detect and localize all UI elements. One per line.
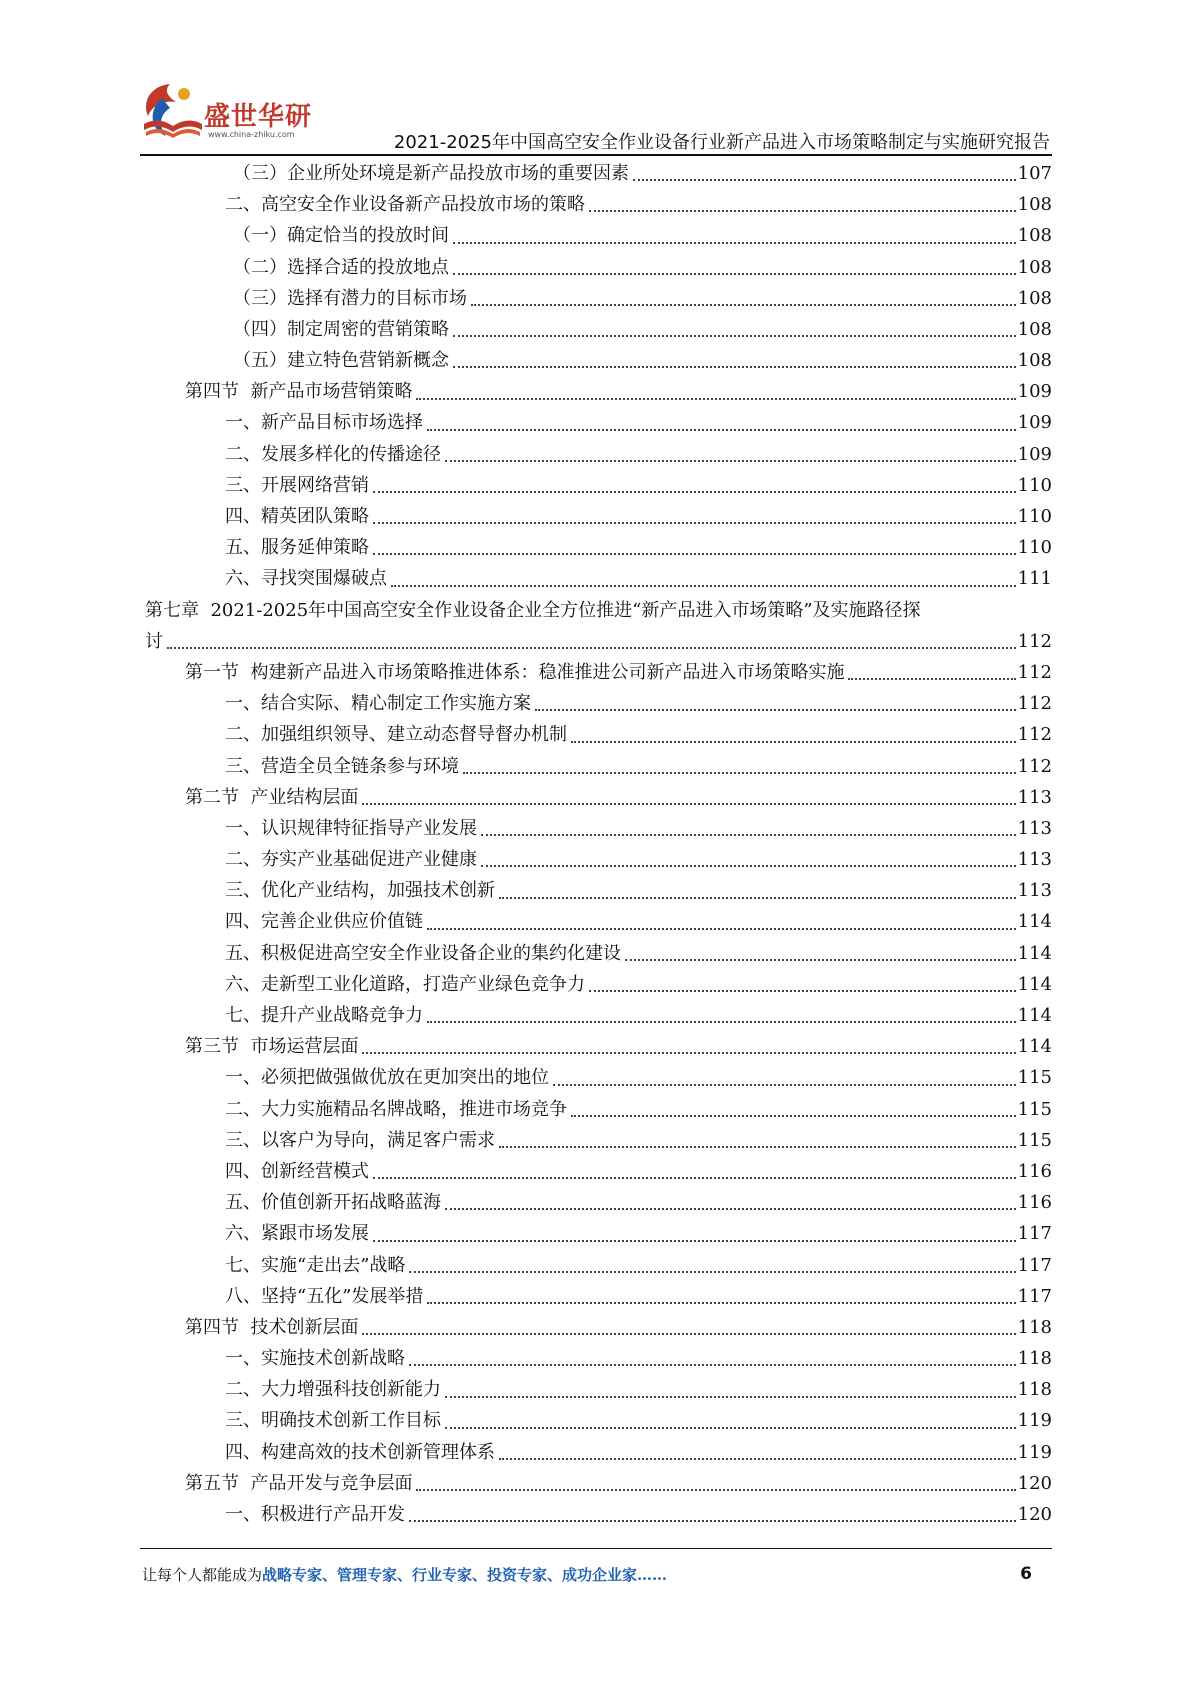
toc-entry-label: 第一节 构建新产品进入市场策略推进体系：稳准推进公司新产品进入市场策略实施 xyxy=(185,661,845,683)
toc-entry-page: 118 xyxy=(1017,1379,1052,1401)
toc-entry-label: 第七章 2021-2025年中国高空安全作业设备企业全方位推进“新产品进入市场策略”及实施路径探 xyxy=(145,599,921,621)
toc-entry[interactable] xyxy=(145,719,1052,750)
toc-entry-page: 113 xyxy=(1017,849,1052,871)
toc-entry-label: 五、积极促进高空安全作业设备企业的集约化建设 xyxy=(225,942,621,964)
toc-entry-page: 114 xyxy=(1017,1005,1052,1027)
toc-dot-leader xyxy=(571,1115,1016,1117)
toc-entry[interactable] xyxy=(145,907,1052,938)
toc-dot-leader xyxy=(589,210,1016,212)
page-footer xyxy=(142,1564,1052,1590)
toc-entry-label: 七、实施“走出去”战略 xyxy=(225,1254,406,1276)
toc-entry-label: 六、紧跟市场发展 xyxy=(225,1223,369,1245)
toc-entry-label: 第四节 技术创新层面 xyxy=(185,1316,359,1338)
toc-entry-label: 第二节 产业结构层面 xyxy=(185,786,359,808)
toc-entry-page: 117 xyxy=(1017,1223,1052,1245)
toc-entry-label: 七、提升产业战略竞争力 xyxy=(225,1005,423,1027)
toc-dot-leader xyxy=(427,1302,1015,1304)
toc-entry-label: （五）建立特色营销新概念 xyxy=(233,350,449,372)
toc-entry-page: 107 xyxy=(1017,162,1052,184)
document-title: 2021-2025年中国高空安全作业设备行业新产品进入市场策略制定与实施研究报告 xyxy=(393,132,1050,153)
toc-entry-page: 114 xyxy=(1017,973,1052,995)
toc-dot-leader xyxy=(362,1333,1015,1335)
toc-entry[interactable] xyxy=(145,1281,1052,1312)
toc-entry-label: 二、夯实产业基础促进产业健康 xyxy=(225,849,477,871)
toc-dot-leader xyxy=(427,928,1016,930)
toc-entry-label: 三、营造全员全链条参与环境 xyxy=(225,755,459,777)
toc-entry-page: 108 xyxy=(1017,318,1052,340)
toc-dot-leader xyxy=(625,959,1016,961)
toc-entry-label: 五、服务延伸策略 xyxy=(225,537,369,559)
toc-dot-leader xyxy=(499,897,1016,899)
toc-entry-page: 116 xyxy=(1017,1192,1052,1214)
toc-entry[interactable] xyxy=(145,938,1052,969)
toc-entry[interactable] xyxy=(145,1343,1052,1374)
toc-entry[interactable] xyxy=(145,595,1052,626)
toc-entry-page: 117 xyxy=(1017,1254,1052,1276)
toc-entry[interactable] xyxy=(145,1125,1052,1156)
toc-dot-leader xyxy=(373,522,1016,524)
toc-entry-page: 117 xyxy=(1017,1285,1052,1307)
toc-dot-leader xyxy=(409,1364,1016,1366)
toc-entry-label: （一）确定恰当的投放时间 xyxy=(233,225,449,247)
toc-entry[interactable] xyxy=(145,1374,1052,1405)
toc-entry-page: 118 xyxy=(1017,1348,1052,1370)
toc-entry[interactable] xyxy=(145,376,1052,407)
toc-dot-leader xyxy=(362,1052,1015,1054)
toc-entry-page: 108 xyxy=(1017,287,1052,309)
page-number: 6 xyxy=(1020,1564,1032,1584)
toc-entry-page: 109 xyxy=(1017,443,1052,465)
toc-entry-page: 108 xyxy=(1017,194,1052,216)
toc-entry[interactable] xyxy=(145,1312,1052,1343)
toc-entry-label: 八、坚持“五化”发展举措 xyxy=(225,1285,424,1307)
toc-entry[interactable] xyxy=(145,283,1052,314)
toc-entry[interactable] xyxy=(145,1250,1052,1281)
toc-entry-label: 三、开展网络营销 xyxy=(225,474,369,496)
toc-entry-page: 118 xyxy=(1017,1316,1052,1338)
toc-entry-page: 112 xyxy=(1017,755,1052,777)
toc-entry-page: 112 xyxy=(1017,661,1052,683)
toc-entry-label: （四）制定周密的营销策略 xyxy=(233,318,449,340)
toc-dot-leader xyxy=(445,1396,1016,1398)
toc-entry[interactable] xyxy=(145,1156,1052,1187)
logo-wordmark: 盛世华研 xyxy=(204,102,313,132)
toc-entry-page: 113 xyxy=(1017,817,1052,839)
toc-dot-leader xyxy=(373,553,1016,555)
toc-entry-label: 一、认识规律特征指导产业发展 xyxy=(225,817,477,839)
toc-entry[interactable] xyxy=(145,252,1052,283)
toc-entry[interactable] xyxy=(145,1031,1052,1062)
toc-entry[interactable] xyxy=(145,158,1052,189)
table-of-contents xyxy=(145,158,1052,1530)
toc-dot-leader xyxy=(463,772,1016,774)
toc-entry-page: 120 xyxy=(1017,1504,1052,1526)
toc-dot-leader xyxy=(416,398,1015,400)
toc-entry[interactable] xyxy=(145,1094,1052,1125)
toc-entry[interactable] xyxy=(145,1187,1052,1218)
toc-dot-leader xyxy=(445,1427,1016,1429)
page-header xyxy=(140,80,1050,152)
toc-dot-leader xyxy=(453,273,1016,275)
toc-entry-page: 110 xyxy=(1017,506,1052,528)
toc-dot-leader xyxy=(445,1208,1016,1210)
toc-entry[interactable] xyxy=(145,751,1052,782)
toc-entry[interactable] xyxy=(145,1437,1052,1468)
toc-entry-label: 一、结合实际、精心制定工作实施方案 xyxy=(225,693,531,715)
toc-dot-leader xyxy=(453,335,1016,337)
toc-entry-label: 第三节 市场运营层面 xyxy=(185,1036,359,1058)
toc-entry[interactable] xyxy=(145,1062,1052,1093)
header-divider xyxy=(140,154,1052,156)
toc-entry-page: 112 xyxy=(1017,693,1052,715)
toc-dot-leader xyxy=(362,803,1015,805)
toc-entry[interactable] xyxy=(145,470,1052,501)
toc-entry[interactable] xyxy=(145,408,1052,439)
toc-entry-label: 四、精英团队策略 xyxy=(225,506,369,528)
footer-slogan-lead: 让每个人都能成为 xyxy=(142,1566,263,1584)
toc-dot-leader xyxy=(373,491,1016,493)
toc-entry-page: 116 xyxy=(1017,1160,1052,1182)
toc-entry-page: 113 xyxy=(1017,880,1052,902)
toc-entry-label: 二、大力增强科技创新能力 xyxy=(225,1379,441,1401)
toc-dot-leader xyxy=(499,1458,1016,1460)
toc-dot-leader xyxy=(589,990,1016,992)
toc-dot-leader xyxy=(373,1240,1016,1242)
toc-dot-leader xyxy=(416,1489,1015,1491)
toc-dot-leader xyxy=(471,304,1016,306)
toc-entry-page: 108 xyxy=(1017,225,1052,247)
toc-dot-leader xyxy=(453,242,1016,244)
toc-entry[interactable] xyxy=(145,189,1052,220)
toc-entry[interactable] xyxy=(145,1499,1052,1530)
toc-entry[interactable] xyxy=(145,532,1052,563)
toc-dot-leader xyxy=(167,647,1016,649)
toc-entry-label: 四、完善企业供应价值链 xyxy=(225,911,423,933)
toc-entry-label: 一、积极进行产品开发 xyxy=(225,1504,405,1526)
toc-entry-label: 二、发展多样化的传播途径 xyxy=(225,443,441,465)
toc-entry-page: 111 xyxy=(1017,568,1052,590)
footer-divider xyxy=(140,1548,1052,1549)
toc-entry-label: （二）选择合适的投放地点 xyxy=(233,256,449,278)
toc-entry-page: 113 xyxy=(1017,786,1052,808)
toc-entry-label: （三）选择有潜力的目标市场 xyxy=(233,287,467,309)
toc-entry-label: 三、明确技术创新工作目标 xyxy=(225,1410,441,1432)
toc-dot-leader xyxy=(499,1146,1016,1148)
toc-entry[interactable] xyxy=(145,782,1052,813)
toc-entry-page: 112 xyxy=(1017,630,1052,652)
toc-dot-leader xyxy=(553,1084,1016,1086)
toc-entry-page: 120 xyxy=(1017,1472,1052,1494)
toc-entry-page: 115 xyxy=(1017,1098,1052,1120)
toc-entry-page: 119 xyxy=(1017,1410,1052,1432)
toc-entry-label: 二、大力实施精品名牌战略，推进市场竞争 xyxy=(225,1098,567,1120)
toc-entry[interactable] xyxy=(145,688,1052,719)
toc-entry-label: 一、必须把做强做优放在更加突出的地位 xyxy=(225,1067,549,1089)
toc-dot-leader xyxy=(427,429,1016,431)
toc-entry[interactable] xyxy=(145,314,1052,345)
toc-entry[interactable] xyxy=(145,875,1052,906)
toc-entry-page: 109 xyxy=(1017,381,1052,403)
toc-entry[interactable] xyxy=(145,220,1052,251)
toc-dot-leader xyxy=(409,1271,1015,1273)
toc-entry[interactable] xyxy=(145,626,1052,657)
toc-dot-leader xyxy=(848,678,1015,680)
toc-entry-page: 110 xyxy=(1017,537,1052,559)
toc-entry-page: 115 xyxy=(1017,1067,1052,1089)
toc-dot-leader xyxy=(373,1177,1016,1179)
toc-entry-page: 114 xyxy=(1017,911,1052,933)
toc-entry-label: 二、高空安全作业设备新产品投放市场的策略 xyxy=(225,194,585,216)
toc-entry-page: 108 xyxy=(1017,256,1052,278)
toc-entry-label: 一、实施技术创新战略 xyxy=(225,1348,405,1370)
toc-entry-page: 110 xyxy=(1017,474,1052,496)
toc-entry[interactable] xyxy=(145,1468,1052,1499)
toc-dot-leader xyxy=(409,1520,1016,1522)
toc-entry-page: 115 xyxy=(1017,1129,1052,1151)
toc-entry[interactable] xyxy=(145,563,1052,594)
toc-entry[interactable] xyxy=(145,1218,1052,1249)
toc-entry-label: 第五节 产品开发与竞争层面 xyxy=(185,1472,413,1494)
toc-entry[interactable] xyxy=(145,813,1052,844)
toc-entry-page: 112 xyxy=(1017,724,1052,746)
toc-entry-page: 108 xyxy=(1017,350,1052,372)
toc-entry-page: 119 xyxy=(1017,1441,1052,1463)
logo-url: www.china-zhiku.com xyxy=(208,130,295,139)
toc-entry[interactable] xyxy=(145,1000,1052,1031)
toc-dot-leader xyxy=(571,741,1016,743)
toc-entry-label: 五、价值创新开拓战略蓝海 xyxy=(225,1192,441,1214)
toc-dot-leader xyxy=(481,834,1016,836)
toc-dot-leader xyxy=(535,709,1016,711)
toc-entry[interactable] xyxy=(145,439,1052,470)
toc-dot-leader xyxy=(445,460,1016,462)
toc-dot-leader xyxy=(391,585,1016,587)
toc-entry[interactable] xyxy=(145,969,1052,1000)
toc-dot-leader xyxy=(633,179,1016,181)
toc-entry[interactable] xyxy=(145,844,1052,875)
logo-book-icon xyxy=(140,80,206,148)
toc-entry-label: 四、构建高效的技术创新管理体系 xyxy=(225,1441,495,1463)
toc-entry-label: 一、新产品目标市场选择 xyxy=(225,412,423,434)
toc-entry-label: 六、寻找突围爆破点 xyxy=(225,568,387,590)
toc-dot-leader xyxy=(427,1021,1016,1023)
toc-entry-label: 六、走新型工业化道路，打造产业绿色竞争力 xyxy=(225,973,585,995)
toc-entry-label: 三、以客户为导向，满足客户需求 xyxy=(225,1129,495,1151)
toc-entry[interactable] xyxy=(145,1406,1052,1437)
toc-entry-page: 114 xyxy=(1017,942,1052,964)
toc-entry-label: 第四节 新产品市场营销策略 xyxy=(185,381,413,403)
toc-entry-label: 讨 xyxy=(145,630,163,652)
toc-entry-label: 四、创新经营模式 xyxy=(225,1160,369,1182)
toc-entry[interactable] xyxy=(145,345,1052,376)
toc-dot-leader xyxy=(453,366,1016,368)
company-logo xyxy=(140,80,350,148)
toc-entry-label: 三、优化产业结构，加强技术创新 xyxy=(225,880,495,902)
footer-slogan-roles: 战略专家、管理专家、行业专家、投资专家、成功企业家…… xyxy=(262,1566,668,1584)
toc-dot-leader xyxy=(481,865,1016,867)
toc-entry-label: 二、加强组织领导、建立动态督导督办机制 xyxy=(225,724,567,746)
toc-entry-page: 114 xyxy=(1017,1036,1052,1058)
toc-entry[interactable] xyxy=(145,657,1052,688)
toc-entry-page: 109 xyxy=(1017,412,1052,434)
toc-entry[interactable] xyxy=(145,501,1052,532)
toc-entry-label: （三）企业所处环境是新产品投放市场的重要因素 xyxy=(233,162,629,184)
